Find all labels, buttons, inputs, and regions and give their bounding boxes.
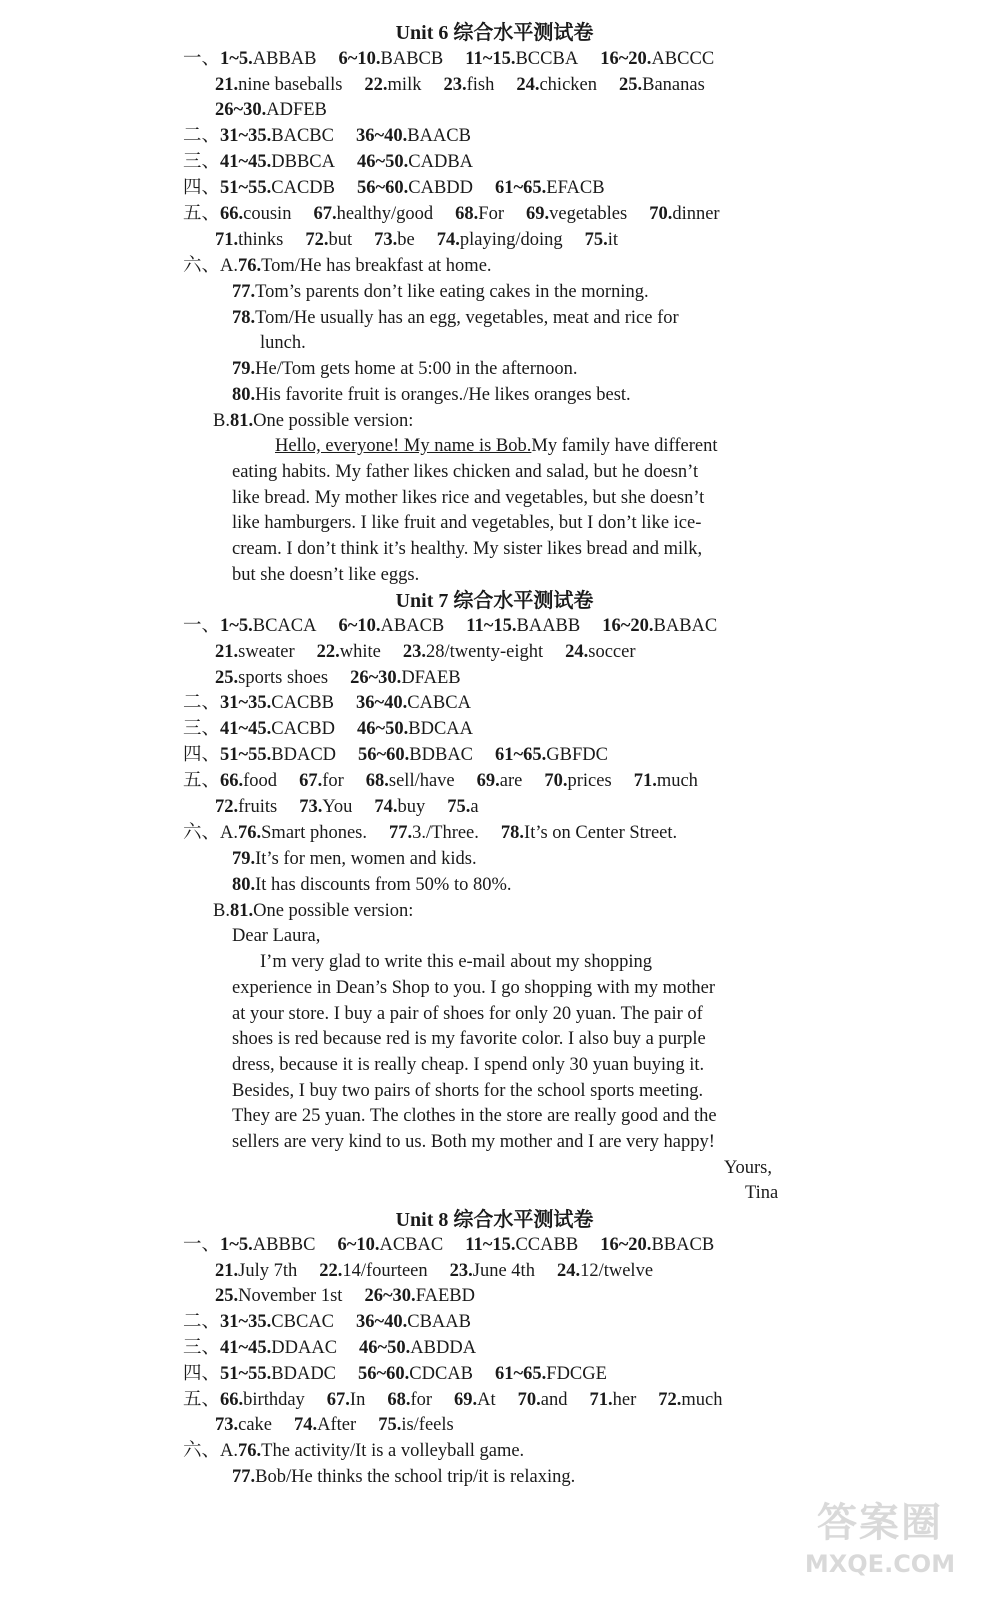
- question-number: 23.: [443, 75, 467, 95]
- question-range: 51~55.: [220, 745, 272, 765]
- unit7-letter-line1: I’m very glad to write this e-mail about my shopping: [260, 952, 653, 972]
- unit6-section1-line3: [215, 97, 327, 123]
- answer: ACBAC: [379, 1235, 444, 1255]
- answer: DBBCA: [271, 152, 336, 172]
- question-range: 36~40.: [355, 126, 408, 146]
- answer: BDBAC: [409, 745, 474, 765]
- answer: her: [612, 1390, 637, 1410]
- question-range: 51~55.: [220, 1364, 272, 1384]
- question-number: 73.: [215, 1415, 239, 1435]
- part-label: B.: [213, 411, 230, 431]
- answer: much: [681, 1390, 723, 1410]
- answer: Bananas: [642, 75, 705, 95]
- answer: CACBB: [271, 693, 334, 713]
- question-number: 74.: [294, 1415, 318, 1435]
- answer: FAEBD: [415, 1286, 475, 1306]
- section-number: 六、: [183, 255, 221, 276]
- question-range: 1~5.: [220, 1235, 253, 1255]
- unit6-title-unit: Unit 6: [395, 22, 449, 44]
- answer: In: [349, 1390, 366, 1410]
- unit8-title-unit: Unit 8: [395, 1209, 449, 1231]
- answer: CBCAC: [271, 1312, 334, 1332]
- question-number: 66.: [220, 771, 244, 791]
- unit6-section3: [183, 149, 473, 175]
- section-number: 二、: [183, 1311, 221, 1332]
- answer: be: [397, 230, 415, 250]
- unit7-section3: [183, 716, 473, 742]
- unit7-section1-line2: [215, 639, 636, 665]
- question-number: 70.: [649, 204, 673, 224]
- question-range: 36~40.: [355, 1312, 408, 1332]
- question-number: 68.: [387, 1390, 411, 1410]
- question-range: 41~45.: [220, 719, 272, 739]
- unit7-title-unit: Unit 7: [395, 590, 449, 612]
- question-number: 75.: [447, 797, 471, 817]
- unit6-section5-line2: [215, 227, 618, 253]
- question-range: 6~10.: [338, 616, 381, 636]
- question-range: 16~20.: [600, 49, 652, 69]
- part-label: A.: [220, 1441, 239, 1461]
- answer: 28/twenty-eight: [425, 642, 544, 662]
- answer: vegetables: [549, 204, 628, 224]
- unit6-essay-line3: like bread. My mother likes rice and vegetables, but she doesn’t: [232, 488, 705, 508]
- answer: for: [410, 1390, 433, 1410]
- question-number: 68.: [365, 771, 389, 791]
- answer: much: [656, 771, 698, 791]
- answer: BDACD: [271, 745, 337, 765]
- unit8-title-cn: 综合水平测试卷: [453, 1207, 594, 1231]
- unit7-q79: [232, 846, 477, 872]
- answer: FDCGE: [546, 1364, 607, 1384]
- question-number: 22.: [364, 75, 388, 95]
- answer: ABDDA: [410, 1338, 477, 1358]
- unit7-letter-line2: experience in Dean’s Shop to you. I go shopping with my mother: [232, 978, 715, 998]
- question-number: 74.: [374, 797, 398, 817]
- answer: nine baseballs: [238, 75, 343, 95]
- question-number: 72.: [305, 230, 329, 250]
- answer: CACDB: [271, 178, 336, 198]
- answer: buy: [397, 797, 426, 817]
- unit6-essay-line5: cream. I don’t think it’s healthy. My sister likes bread and milk,: [232, 539, 703, 559]
- unit8-q77: [232, 1464, 575, 1490]
- question-number: 21.: [215, 1261, 239, 1281]
- question-number: 80.: [232, 385, 256, 405]
- question-number: 75.: [584, 230, 608, 250]
- question-number: 76.: [238, 256, 262, 276]
- answer: You: [322, 797, 353, 817]
- question-number: 21.: [215, 75, 239, 95]
- unit7-letter-closing: Yours,: [724, 1158, 772, 1178]
- question-number: 70.: [544, 771, 568, 791]
- answer: CACBD: [271, 719, 336, 739]
- question-range: 11~15.: [466, 616, 517, 636]
- unit8-title: [0, 1205, 989, 1234]
- question-number: 81.: [229, 901, 254, 921]
- unit7-q80: [232, 872, 512, 898]
- unit7-letter-line6: Besides, I buy two pairs of shorts for the school sports meeting.: [232, 1081, 704, 1101]
- answer: fish: [466, 75, 495, 95]
- section-number: 五、: [183, 1389, 221, 1410]
- section-number: 三、: [183, 718, 221, 739]
- question-number: 73.: [299, 797, 323, 817]
- unit6-section2: [183, 123, 471, 149]
- answer: CCABB: [515, 1235, 579, 1255]
- question-number: 77.: [389, 823, 413, 843]
- answer: GBFDC: [546, 745, 608, 765]
- answer: white: [339, 642, 381, 662]
- answer: He/Tom gets home at 5:00 in the afternoon.: [255, 359, 578, 379]
- answer: His favorite fruit is oranges./He likes oranges best.: [255, 385, 631, 405]
- question-range: 61~65.: [495, 1364, 547, 1384]
- section-number: 四、: [183, 744, 221, 765]
- question-number: 25.: [215, 668, 239, 688]
- unit7-letter-line7: They are 25 yuan. The clothes in the store are really good and the: [232, 1106, 717, 1126]
- question-number: 71.: [589, 1390, 613, 1410]
- question-range: 16~20.: [602, 616, 654, 636]
- unit7-letter-line3: at your store. I buy a pair of shoes for only 20 yuan. The pair of: [232, 1004, 703, 1024]
- question-number: 24.: [565, 642, 589, 662]
- question-range: 41~45.: [220, 152, 272, 172]
- answer: fruits: [238, 797, 278, 817]
- question-number: 79.: [232, 849, 256, 869]
- section-number: 五、: [183, 203, 221, 224]
- question-number: 25.: [215, 1286, 239, 1306]
- question-range: 46~50.: [359, 1338, 411, 1358]
- question-range: 46~50.: [357, 152, 409, 172]
- unit6-essay-line2: eating habits. My father likes chicken and salad, but he doesn’t: [232, 462, 699, 482]
- answer: food: [243, 771, 278, 791]
- unit8-section1-line3: [215, 1283, 475, 1309]
- answer: BDADC: [271, 1364, 337, 1384]
- section-number: 五、: [183, 770, 221, 791]
- section-number: 六、: [183, 1440, 221, 1461]
- question-number: 78.: [500, 823, 525, 843]
- answer: The activity/It is a volleyball game.: [261, 1441, 525, 1461]
- section-number: 六、: [183, 822, 221, 843]
- unit6-q78-cont: [260, 330, 306, 356]
- question-number: 78.: [232, 308, 256, 328]
- question-number: 66.: [220, 1390, 244, 1410]
- answer: lunch.: [260, 333, 306, 353]
- answer: cousin: [243, 204, 292, 224]
- answer: cake: [238, 1415, 273, 1435]
- answer: playing/doing: [459, 230, 563, 250]
- unit7-letter-line5: dress, because it is really cheap. I spend only 30 yuan buying it.: [232, 1055, 705, 1075]
- answer: BABCB: [380, 49, 444, 69]
- question-range: 1~5.: [220, 49, 253, 69]
- question-number: 23.: [402, 642, 426, 662]
- unit6-q80: [232, 382, 631, 408]
- answer: soccer: [588, 642, 636, 662]
- question-number: 21.: [215, 642, 239, 662]
- question-range: 61~65.: [495, 745, 547, 765]
- answer: is/feels: [401, 1415, 454, 1435]
- part-label: B.: [213, 901, 230, 921]
- question-range: 6~10.: [338, 49, 381, 69]
- answer: Tom’s parents don’t like eating cakes in the morning.: [255, 282, 649, 302]
- answer: November 1st: [238, 1286, 343, 1306]
- question-range: 56~60.: [357, 178, 409, 198]
- question-number: 71.: [633, 771, 657, 791]
- answer: dinner: [672, 204, 720, 224]
- question-number: 69.: [454, 1390, 478, 1410]
- answer: sports shoes: [238, 668, 329, 688]
- question-range: 11~15.: [465, 49, 516, 69]
- question-range: 56~60.: [358, 745, 410, 765]
- answer: BCACA: [252, 616, 317, 636]
- answer: for: [322, 771, 344, 791]
- answer: CABCA: [407, 693, 471, 713]
- question-range: 56~60.: [358, 1364, 410, 1384]
- answer: chicken: [539, 75, 597, 95]
- unit8-section1-line2: [215, 1258, 653, 1284]
- unit7-letter-signature: Tina: [745, 1183, 779, 1203]
- answer: milk: [387, 75, 422, 95]
- answer: 3./Three.: [412, 823, 479, 843]
- question-number: 71.: [215, 230, 239, 250]
- question-number: 67.: [313, 204, 337, 224]
- unit6-essay-line6: but she doesn’t like eggs.: [232, 565, 420, 585]
- question-number: 72.: [658, 1390, 682, 1410]
- question-number: 22.: [316, 642, 340, 662]
- answer: Smart phones.: [261, 823, 367, 843]
- question-number: 69.: [476, 771, 500, 791]
- watermark-url: MXQE.COM: [804, 1550, 956, 1578]
- unit8-section1-line1: [183, 1232, 714, 1258]
- answer: ABCCC: [651, 49, 715, 69]
- unit6-section5-line1: [183, 201, 720, 227]
- question-number: 70.: [517, 1390, 541, 1410]
- answer: One possible version:: [253, 411, 414, 431]
- answer: thinks: [238, 230, 284, 250]
- answer: BAABB: [516, 616, 581, 636]
- answer: BACBC: [271, 126, 334, 146]
- answer: July 7th: [238, 1261, 298, 1281]
- unit8-section5-line1: [183, 1387, 723, 1413]
- unit6-section6-q76: [183, 253, 492, 279]
- answer: After: [317, 1415, 357, 1435]
- question-range: 51~55.: [220, 178, 272, 198]
- unit7-section2: [183, 690, 471, 716]
- unit6-essay-line4: like hamburgers. I like fruit and vegetables, but I don’t like ice-: [232, 513, 702, 533]
- answer: DDAAC: [271, 1338, 338, 1358]
- section-number: 三、: [183, 1337, 221, 1358]
- section-number: 四、: [183, 1363, 221, 1384]
- section-number: 四、: [183, 177, 221, 198]
- unit6-section1-line1: [183, 46, 714, 72]
- unit6-essay-line1: [275, 433, 718, 459]
- unit6-q77: [232, 279, 649, 305]
- question-range: 31~35.: [220, 693, 272, 713]
- answer: sweater: [238, 642, 295, 662]
- unit7-section6-line1: [183, 820, 677, 846]
- essay-text: My family have different: [531, 436, 718, 456]
- answer: DFAEB: [401, 668, 461, 688]
- section-number: 二、: [183, 125, 221, 146]
- answer: ABACB: [380, 616, 445, 636]
- question-range: 6~10.: [337, 1235, 380, 1255]
- unit7-letter-greeting: Dear Laura,: [232, 926, 321, 946]
- question-range: 36~40.: [355, 693, 408, 713]
- section-number: 一、: [183, 48, 221, 69]
- answer: ABBAB: [252, 49, 317, 69]
- answer: prices: [567, 771, 612, 791]
- answer: BABAC: [653, 616, 718, 636]
- question-number: 24.: [516, 75, 540, 95]
- answer: BBACB: [651, 1235, 715, 1255]
- unit6-q81: [213, 408, 413, 434]
- answer: sell/have: [388, 771, 455, 791]
- answer: ADFEB: [266, 100, 327, 120]
- answer: EFACB: [546, 178, 605, 198]
- unit7-section1-line1: [183, 613, 717, 639]
- unit8-section4: [183, 1361, 607, 1387]
- answer: but: [328, 230, 353, 250]
- question-number: 24.: [556, 1261, 581, 1281]
- unit7-section5-line2: [215, 794, 479, 820]
- unit7-section1-line3: [215, 665, 461, 691]
- question-number: 68.: [455, 204, 479, 224]
- answer: It’s on Center Street.: [524, 823, 678, 843]
- answer: Tom/He usually has an egg, vegetables, meat and rice for: [255, 308, 679, 328]
- question-number: 80.: [232, 875, 256, 895]
- answer: For: [478, 204, 504, 224]
- answer: a: [470, 797, 479, 817]
- unit7-section4: [183, 742, 608, 768]
- unit7-title-cn: 综合水平测试卷: [453, 588, 594, 612]
- unit6-title: [0, 18, 989, 47]
- answer: CDCAB: [409, 1364, 474, 1384]
- answer: BAACB: [407, 126, 471, 146]
- question-range: 41~45.: [220, 1338, 272, 1358]
- part-label: A.: [220, 823, 239, 843]
- answer: healthy/good: [336, 204, 434, 224]
- unit6-title-cn: 综合水平测试卷: [453, 20, 594, 44]
- question-number: 25.: [619, 75, 643, 95]
- answer: Bob/He thinks the school trip/it is relaxing.: [255, 1467, 576, 1487]
- question-range: 26~30.: [364, 1286, 416, 1306]
- question-range: 26~30.: [215, 100, 267, 120]
- answer: At: [477, 1390, 496, 1410]
- unit7-q81: [213, 898, 413, 924]
- answer: 12/twelve: [580, 1261, 654, 1281]
- question-number: 67.: [299, 771, 323, 791]
- question-number: 76.: [238, 823, 262, 843]
- answer: CADBA: [408, 152, 474, 172]
- question-range: 61~65.: [495, 178, 547, 198]
- question-number: 23.: [449, 1261, 473, 1281]
- unit6-q78: [232, 305, 679, 331]
- unit7-letter-line8: sellers are very kind to us. Both my mother and I are very happy!: [232, 1132, 715, 1152]
- question-range: 46~50.: [357, 719, 409, 739]
- question-range: 16~20.: [600, 1235, 652, 1255]
- question-number: 77.: [232, 1467, 256, 1487]
- question-number: 72.: [215, 797, 239, 817]
- question-number: 79.: [232, 359, 256, 379]
- question-number: 66.: [220, 204, 244, 224]
- question-range: 11~15.: [465, 1235, 516, 1255]
- unit6-section4: [183, 175, 605, 201]
- answer: CBAAB: [407, 1312, 471, 1332]
- part-label: A.: [220, 256, 239, 276]
- answer: 14/fourteen: [342, 1261, 428, 1281]
- unit6-section1-line2: [215, 72, 705, 98]
- section-number: 二、: [183, 692, 221, 713]
- answer: are: [499, 771, 523, 791]
- section-number: 一、: [183, 1234, 221, 1255]
- answer: June 4th: [472, 1261, 535, 1281]
- answer: birthday: [243, 1390, 305, 1410]
- question-number: 22.: [319, 1261, 343, 1281]
- unit8-section6-q76: [183, 1438, 524, 1464]
- answer: BDCAA: [408, 719, 474, 739]
- answer: One possible version:: [253, 901, 414, 921]
- question-number: 77.: [232, 282, 256, 302]
- unit8-section3: [183, 1335, 476, 1361]
- answer: CABDD: [408, 178, 474, 198]
- answer: ABBBC: [252, 1235, 316, 1255]
- question-range: 26~30.: [350, 668, 402, 688]
- section-number: 一、: [183, 615, 221, 636]
- question-number: 67.: [326, 1390, 350, 1410]
- answer: and: [540, 1390, 568, 1410]
- question-number: 81.: [229, 411, 254, 431]
- question-number: 76.: [238, 1441, 262, 1461]
- question-range: 1~5.: [220, 616, 253, 636]
- essay-underlined: Hello, everyone! My name is Bob.: [275, 436, 532, 456]
- watermark-top-text: 答案圈: [817, 1500, 943, 1546]
- section-number: 三、: [183, 151, 221, 172]
- answer: It’s for men, women and kids.: [255, 849, 477, 869]
- question-number: 69.: [526, 204, 550, 224]
- question-range: 31~35.: [220, 1312, 272, 1332]
- answer: Tom/He has breakfast at home.: [261, 256, 492, 276]
- unit7-letter-line4: shoes is red because red is my favorite color. I also buy a purple: [232, 1029, 706, 1049]
- unit8-section5-line2: [215, 1412, 454, 1438]
- answer: It has discounts from 50% to 80%.: [255, 875, 512, 895]
- question-number: 74.: [436, 230, 460, 250]
- unit6-q79: [232, 356, 578, 382]
- unit7-title: [0, 586, 989, 615]
- question-number: 73.: [374, 230, 398, 250]
- watermark-logo: [785, 1497, 975, 1592]
- unit7-section5-line1: [183, 768, 698, 794]
- question-range: 31~35.: [220, 126, 272, 146]
- question-number: 75.: [378, 1415, 402, 1435]
- answer: BCCBA: [515, 49, 579, 69]
- answer: it: [607, 230, 619, 250]
- unit8-section2: [183, 1309, 471, 1335]
